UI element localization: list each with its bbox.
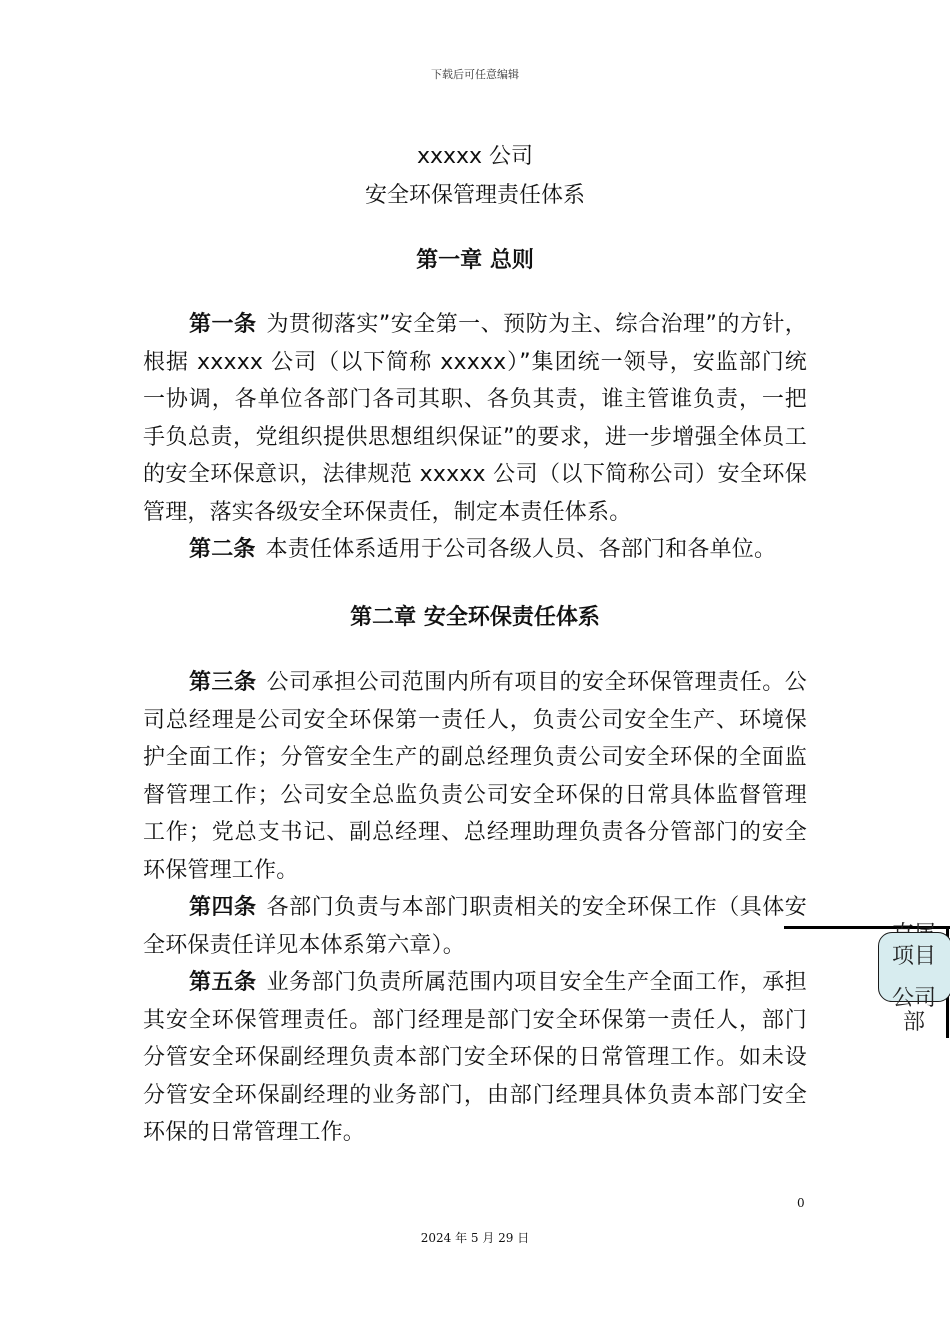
article-1	[143, 306, 807, 531]
article-label: 第一条	[189, 312, 257, 337]
chapter-1-heading: 第一章 总则	[416, 248, 534, 273]
article-5	[143, 964, 807, 1152]
chapter-2-heading: 第二章 安全环保责任体系	[350, 605, 600, 630]
document-title: 安全环保管理责任体系	[364, 183, 585, 208]
diagram-label-mid: 项目	[891, 944, 936, 969]
article-text: 为贯彻落实”安全第一、预防为主、综合治理”的方针，根据 xxxxx 公司（以下简称 xxxxx）”集团统一领导，安监部门统一协调，各单位各部门各司其职、各负其责，谁主管谁负责，一把手负总责，党组织提供思想组织保证”的要求，进一步增强全体员工的安全环保意识，法律规范 xxxxx 公司（以下简称公司）安全环保管理，落实各级安全环保责任，制定本责任体系。	[143, 312, 807, 525]
chapter-1-body	[143, 306, 807, 569]
diagram-label-low: 公司	[891, 986, 936, 1011]
header-note: 下载后可任意编辑	[431, 68, 519, 81]
diagram-label-bottom: 部	[902, 1010, 925, 1035]
article-text: 业务部门负责所属范围内项目安全生产全面工作，承担其安全环保管理责任。部门经理是部门安全环保第一责任人，部门分管安全环保副经理负责本部门安全环保的日常管理工作。如未设分管安全环保副经理的业务部门，由部门经理具体负责本部门安全环保的日常管理工作。	[143, 970, 807, 1145]
article-label: 第二条	[189, 537, 256, 562]
chapter-2-body	[143, 664, 807, 1152]
footer-date: 2024 年 5 月 29 日	[420, 1231, 530, 1245]
article-label: 第五条	[189, 970, 257, 995]
article-4	[143, 889, 807, 964]
page-number: 0	[797, 1196, 805, 1210]
company-title: xxxxx 公司	[416, 144, 534, 169]
article-3	[143, 664, 807, 889]
article-text: 本责任体系适用于公司各级人员、各部门和各单位。	[265, 537, 777, 562]
article-label: 第三条	[189, 670, 257, 695]
article-2	[143, 531, 807, 569]
article-label: 第四条	[189, 895, 257, 920]
article-text: 各部门负责与本部门职责相关的安全环保工作（具体安全环保责任详见本体系第六章）。	[143, 895, 807, 958]
article-text: 公司承担公司范围内所有项目的安全环保管理责任。公司总经理是公司安全环保第一责任人，负责公司安全生产、环境保护全面工作；分管安全生产的副总经理负责公司安全环保的全面监督管理工作；公司安全总监负责公司安全环保的日常具体监督管理工作；党总支书记、副总经理、总经理助理负责各分管部门的安全环保管理工作。	[143, 670, 807, 883]
